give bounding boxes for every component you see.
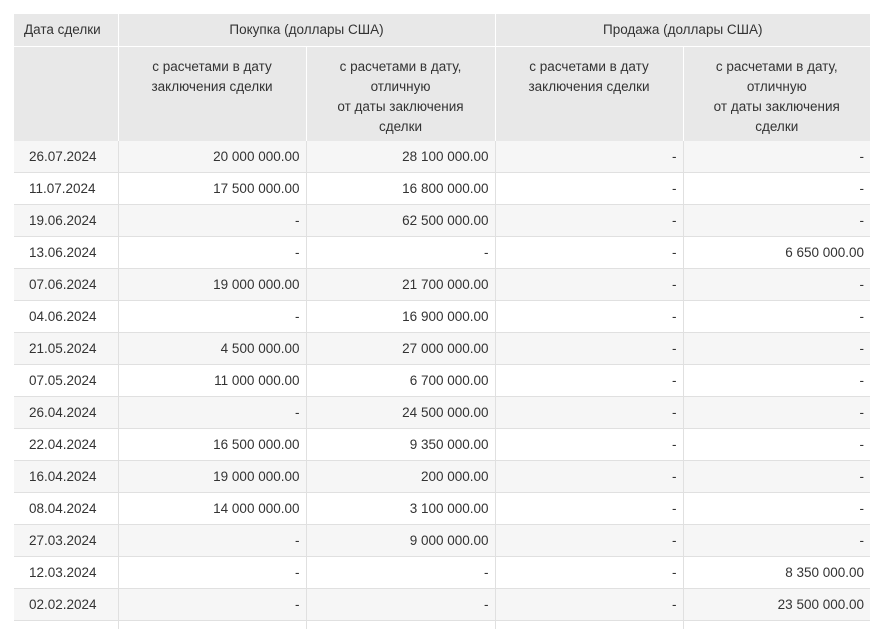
cell-buy-other-date: 200 000.00 [306,461,495,493]
cell-buy-same-date: 20 000 000.00 [118,141,306,173]
header-group-row [14,14,870,47]
cell-date: 12.03.2024 [14,557,118,589]
cell-date: 08.04.2024 [14,493,118,525]
cell-sell-same-date: - [495,333,683,365]
cell-sell-same-date: - [495,461,683,493]
cell-sell-same-date: - [495,589,683,621]
cell-buy-same-date: 11 000 000.00 [118,365,306,397]
cell-date: 04.06.2024 [14,301,118,333]
cell-buy-other-date: 9 350 000.00 [306,429,495,461]
column-header-sell-other-date: с расчетами в дату, отличную от даты заключения сделки [683,47,870,141]
cell-date: 16.04.2024 [14,461,118,493]
cell-date: 11.07.2024 [14,173,118,205]
cell-date: 07.06.2024 [14,269,118,301]
cell-buy-other-date: - [306,589,495,621]
cell-sell-other-date: - [683,301,870,333]
cell-buy-other-date: 27 000 000.00 [306,333,495,365]
cell-date: 13.06.2024 [14,237,118,269]
table-row [14,237,870,269]
cell-sell-same-date: - [495,397,683,429]
cell-sell-other-date: 8 350 000.00 [683,557,870,589]
cell-buy-other-date: 3 100 000.00 [306,493,495,525]
cell-sell-other-date: - [683,141,870,173]
cell-date: 07.05.2024 [14,365,118,397]
cell-sell-same-date: - [495,429,683,461]
cell-buy-same-date: - [118,525,306,557]
cell-buy-other-date: 28 100 000.00 [306,141,495,173]
column-header-buy-same-date: с расчетами в дату заключения сделки [118,47,306,141]
deals-table-container [14,14,870,629]
cell-sell-other-date: 6 650 000.00 [683,237,870,269]
cell-sell-same-date: - [495,493,683,525]
cell-date: 26.07.2024 [14,141,118,173]
deals-table [14,14,870,629]
cell-date: 19.06.2024 [14,205,118,237]
cell-sell-same-date: - [495,141,683,173]
cell-sell-other-date: - [683,397,870,429]
cell-buy-other-date: 9 000 000.00 [306,525,495,557]
column-group-sell: Продажа (доллары США) [495,14,870,47]
table-row [14,493,870,525]
cell-buy-same-date: 16 500 000.00 [118,429,306,461]
cell-sell-same-date: - [495,301,683,333]
table-row [14,397,870,429]
cell-buy-same-date: 19 000 000.00 [118,461,306,493]
table-row [14,557,870,589]
cell-sell-same-date: - [495,365,683,397]
cell-buy-other-date: 16 900 000.00 [306,301,495,333]
cell-sell-same-date: - [495,173,683,205]
column-group-buy: Покупка (доллары США) [118,14,495,47]
cell-sell-other-date: 23 500 000.00 [683,589,870,621]
table-row [14,269,870,301]
table-row [14,525,870,557]
cell-buy-other-date: - [306,237,495,269]
cell-sell-same-date: - [495,525,683,557]
column-header-date-spacer [14,47,118,141]
header-sub-row [14,47,870,141]
table-row [14,173,870,205]
cell-buy-other-date: 24 500 000.00 [306,397,495,429]
cell-sell-other-date: - [683,269,870,301]
table-row [14,205,870,237]
cell-buy-other-date: 16 800 000.00 [306,173,495,205]
cell-sell-other-date: - [683,205,870,237]
cell-buy-same-date: 4 500 000.00 [118,333,306,365]
cell-empty [683,621,870,629]
cell-buy-same-date: - [118,557,306,589]
cell-sell-same-date: - [495,557,683,589]
cell-date: 02.02.2024 [14,589,118,621]
cell-sell-other-date: - [683,525,870,557]
cell-sell-same-date: - [495,269,683,301]
cell-empty [306,621,495,629]
table-row [14,589,870,621]
cell-buy-same-date: 19 000 000.00 [118,269,306,301]
cell-sell-other-date: - [683,493,870,525]
table-row-partial [14,621,870,629]
cell-buy-same-date: - [118,589,306,621]
cell-sell-other-date: - [683,461,870,493]
cell-sell-other-date: - [683,173,870,205]
cell-date: 27.03.2024 [14,525,118,557]
cell-buy-other-date: 62 500 000.00 [306,205,495,237]
cell-sell-same-date: - [495,237,683,269]
cell-date: 26.04.2024 [14,397,118,429]
cell-empty [118,621,306,629]
table-body [14,141,870,629]
column-header-buy-other-date: с расчетами в дату, отличную от даты заключения сделки [306,47,495,141]
cell-sell-other-date: - [683,333,870,365]
cell-buy-same-date: - [118,205,306,237]
cell-buy-same-date: 14 000 000.00 [118,493,306,525]
table-header [14,14,870,141]
table-row [14,365,870,397]
table-row [14,429,870,461]
cell-buy-same-date: - [118,237,306,269]
column-header-sell-same-date: с расчетами в дату заключения сделки [495,47,683,141]
cell-buy-same-date: 17 500 000.00 [118,173,306,205]
cell-buy-same-date: - [118,301,306,333]
cell-buy-other-date: - [306,557,495,589]
cell-date: 22.04.2024 [14,429,118,461]
cell-date: 21.05.2024 [14,333,118,365]
cell-empty [495,621,683,629]
table-row [14,301,870,333]
cell-buy-same-date: - [118,397,306,429]
cell-sell-other-date: - [683,365,870,397]
cell-sell-same-date: - [495,205,683,237]
cell-buy-other-date: 6 700 000.00 [306,365,495,397]
cell-buy-other-date: 21 700 000.00 [306,269,495,301]
column-header-date: Дата сделки [14,14,118,47]
cell-empty [14,621,118,629]
table-row [14,141,870,173]
table-row [14,333,870,365]
table-row [14,461,870,493]
cell-sell-other-date: - [683,429,870,461]
